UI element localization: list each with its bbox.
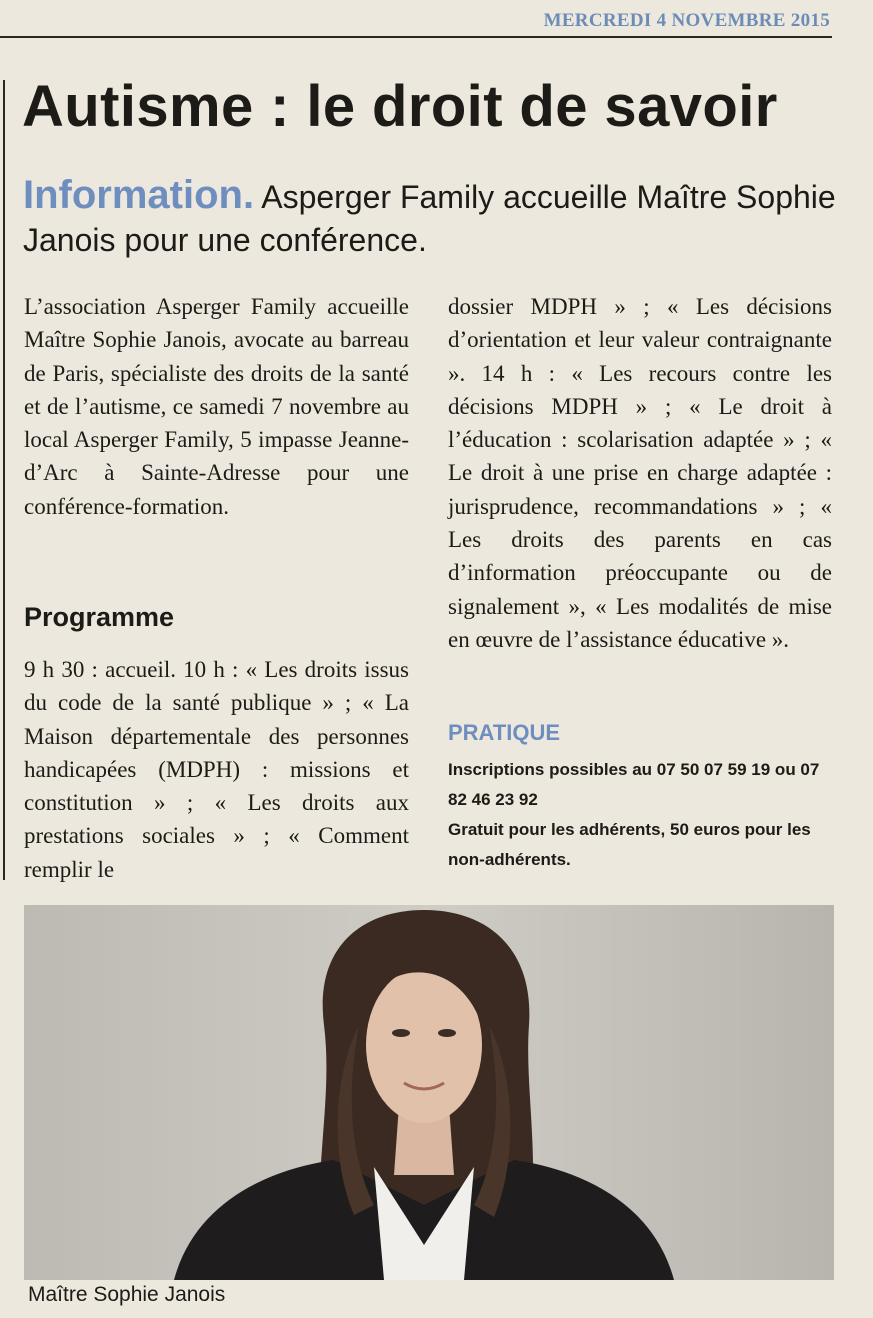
intro-text: L’association Asperger Family accueille Maître Sophie Janois, avocate au barreau de Paris, spécialiste des droits de la santé et de l’autisme, ce samedi 7 novembre au local Asperger Family, 5 impasse Jeanne-d’Arc à Sainte-Adresse pour une conférence-formation.: [24, 294, 409, 519]
intro-paragraph: [24, 290, 409, 523]
headline: Autisme : le droit de savoir: [22, 74, 778, 139]
kicker: Information.: [23, 173, 255, 217]
top-divider: [0, 36, 832, 38]
issue-date: MERCREDI 4 NOVEMBRE 2015: [543, 10, 830, 31]
subhead-text: Asperger Family accueille Maître Sophie Janois pour une conférence.: [23, 179, 836, 258]
section-title-programme: Programme: [24, 602, 175, 632]
subheadline: [23, 174, 843, 262]
programme-text-2: dossier MDPH » ; « Les décisions d’orientation et leur valeur contraignante ». 14 h : « Les recours contre les décisions MDPH » ; « Le droit à l’éducation : scolarisation adaptée » ; « Le droit à une prise en charge adaptée : jurisprudence, recommandations » ; « Les droits des parents en cas d’information préoccupante ou de signalement », « Les modalités de mise en œuvre de l’assistance éducative ».: [448, 294, 832, 652]
photo-caption: Maître Sophie Janois: [28, 1283, 226, 1306]
left-column-rule: [3, 80, 5, 880]
portrait-photo: [24, 905, 834, 1280]
pratique-pricing: Gratuit pour les adhérents, 50 euros pour les non-adhérents.: [448, 820, 811, 869]
pratique-title: PRATIQUE: [448, 720, 561, 745]
programme-column-2: [448, 290, 832, 656]
programme-text-1: 9 h 30 : accueil. 10 h : « Les droits issus du code de la santé publique » ; « La Maison départementale des personnes handicapées (MDPH) : missions et constitution » ; « Les droits aux prestations sociales » ; « Comment remplir le: [24, 657, 409, 882]
portrait-illustration: [24, 905, 834, 1280]
pratique-box: [448, 755, 838, 875]
programme-column-1: [24, 653, 409, 886]
pratique-registration: Inscriptions possibles au 07 50 07 59 19 ou 07 82 46 23 92: [448, 760, 820, 809]
